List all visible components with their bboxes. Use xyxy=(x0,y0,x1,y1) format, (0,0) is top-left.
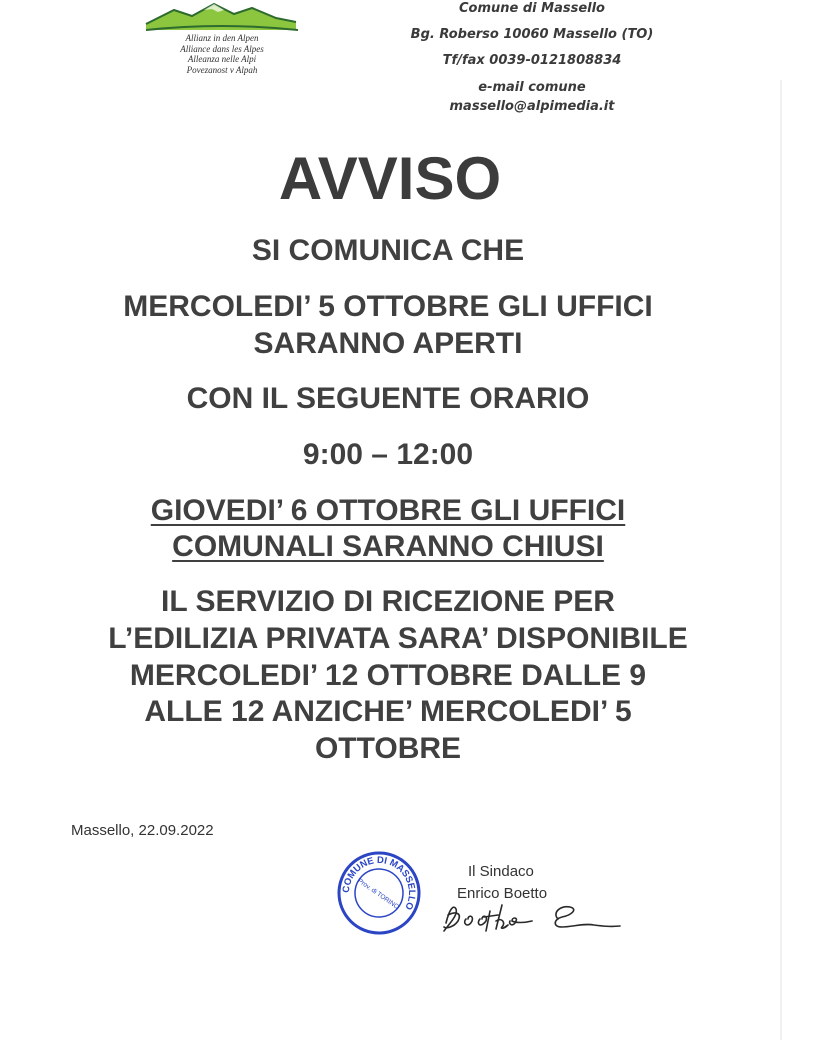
mayor-name: Enrico Boetto xyxy=(457,885,548,902)
service-line-1: IL SERVIZIO DI RICEZIONE PER xyxy=(161,585,615,618)
thursday-line-1-wrap xyxy=(0,493,776,529)
notice-intro: SI COMUNICA CHE xyxy=(251,234,525,267)
comune-address: Bg. Roberso 10060 Massello (TO) xyxy=(410,27,654,42)
page-edge xyxy=(780,80,782,1040)
stamp-text: COMUNE DI MASSELLO xyxy=(340,854,418,912)
stamp-inner-text: Prov. di TORINO xyxy=(356,877,400,911)
mayor-title: Il Sindaco xyxy=(468,863,534,880)
email-address: massello@alpimedia.it xyxy=(449,99,615,114)
handwritten-signature xyxy=(440,893,624,937)
municipal-stamp xyxy=(336,850,422,936)
thursday-line-2: COMUNALI SARANNO CHIUSI xyxy=(172,530,604,563)
logo-line: Allianz in den Alpen xyxy=(185,33,259,43)
service-line-2: L’EDILIZIA PRIVATA SARA’ DISPONIBILE xyxy=(108,622,688,655)
email-label: e-mail comune xyxy=(478,80,586,95)
opening-hours: 9:00 – 12:00 xyxy=(302,438,474,471)
wednesday-line-1: MERCOLEDI’ 5 OTTOBRE GLI UFFICI xyxy=(123,290,653,323)
alliance-logo xyxy=(144,0,302,80)
service-line-5: OTTOBRE xyxy=(314,732,462,765)
logo-line: Povezanost v Alpah xyxy=(186,64,258,75)
thursday-line-1: GIOVEDI’ 6 OTTOBRE GLI UFFICI xyxy=(150,494,626,527)
service-line-4: ALLE 12 ANZICHE’ MERCOLEDI’ 5 xyxy=(144,695,632,728)
comune-phone: Tf/fax 0039-0121808834 xyxy=(442,53,622,68)
notice-title: AVVISO xyxy=(278,145,502,212)
mountains-icon xyxy=(144,0,302,32)
letterhead xyxy=(360,0,704,116)
thursday-line-2-wrap xyxy=(0,529,776,565)
wednesday-line-2: SARANNO APERTI xyxy=(253,327,523,360)
logo-line: Alleanza nelle Alpi xyxy=(187,54,257,64)
comune-name: Comune di Massello xyxy=(458,1,605,16)
place-date: Massello, 22.09.2022 xyxy=(71,822,214,839)
schedule-label: CON IL SEGUENTE ORARIO xyxy=(186,382,590,415)
service-line-3: MERCOLEDI’ 12 OTTOBRE DALLE 9 xyxy=(129,659,647,692)
logo-line: Alliance dans les Alpes xyxy=(180,43,264,54)
